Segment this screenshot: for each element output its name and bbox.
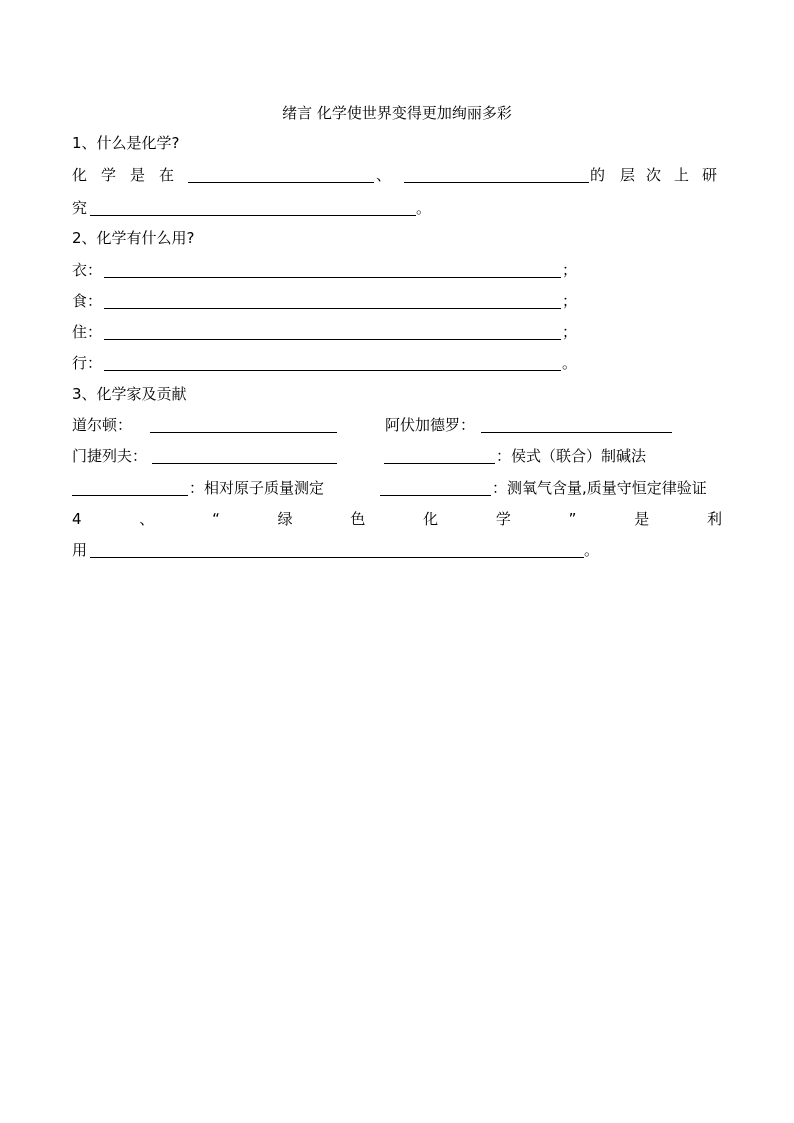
q3-atomic-mass-blank[interactable] (72, 479, 188, 496)
q2-blank-travel[interactable] (104, 354, 561, 371)
q3-avogadro-label: 阿伏加德罗： (385, 416, 476, 434)
q1-tail-3: 次 (646, 166, 662, 184)
q3-row-3 (72, 477, 722, 499)
q2-item (72, 290, 722, 312)
q1-blank-2[interactable] (404, 166, 589, 183)
q1-char-3: 是 (130, 166, 146, 184)
q3-heading: 3、化学家及贡献 (72, 385, 187, 403)
q4-char-1: 4 (72, 510, 82, 528)
q2-label-travel: 行： (72, 354, 103, 372)
q1-tail-2: 层 (620, 166, 636, 184)
q4-line1 (72, 508, 722, 530)
q1-char-4: 在 (159, 166, 175, 184)
q2-label-clothing: 衣： (72, 261, 103, 279)
q2-label-housing: 住： (72, 323, 103, 341)
q2-end-housing: ； (562, 323, 578, 341)
q1-blank-3[interactable] (90, 199, 416, 216)
q2-item (72, 321, 722, 343)
q4-char-7: 学 (495, 510, 511, 528)
q4-char-10: 利 (706, 510, 722, 528)
q1-heading: 1、什么是化学? (72, 134, 180, 152)
q3-hou-blank[interactable] (384, 447, 495, 464)
q2-heading: 2、化学有什么用? (72, 229, 195, 247)
q3-hou-text: ：侯式（联合）制碱法 (496, 447, 647, 465)
q3-avogadro-blank[interactable] (481, 416, 672, 433)
q3-row-2 (72, 445, 722, 467)
q1-blank-1[interactable] (188, 166, 374, 183)
q4-char-5: 色 (350, 510, 366, 528)
q4-char-2: 、 (139, 510, 155, 528)
q3-dalton-label: 道尔顿： (72, 416, 133, 434)
q3-oxygen-text: ：测氧气含量,质量守恒定律验证 (492, 479, 707, 497)
q4-line2-start: 用 (72, 541, 88, 559)
q3-row-1 (72, 414, 722, 436)
q2-blank-food[interactable] (104, 292, 561, 309)
q1-separator: 、 (376, 166, 392, 184)
q4-char-9: 是 (634, 510, 650, 528)
q2-blank-clothing[interactable] (104, 261, 561, 278)
q3-mendeleev-label: 门捷列夫： (72, 447, 148, 465)
q4-line2 (72, 539, 722, 561)
q1-line2 (72, 197, 722, 219)
q4-line2-end: 。 (584, 541, 600, 559)
q4-char-4: 绿 (277, 510, 293, 528)
q1-line2-start: 究 (72, 199, 88, 217)
q2-end-travel: 。 (562, 354, 578, 372)
q1-tail-4: 上 (674, 166, 690, 184)
q4-char-8: ” (568, 510, 577, 528)
q3-atomic-mass-text: ：相对原子质量测定 (189, 479, 325, 497)
q3-mendeleev-blank[interactable] (152, 447, 337, 464)
q1-tail-5: 研 (702, 166, 718, 184)
q4-blank[interactable] (90, 541, 584, 558)
q2-label-food: 食： (72, 292, 103, 310)
q3-dalton-blank[interactable] (150, 416, 337, 433)
q2-item (72, 259, 722, 281)
q2-item (72, 352, 722, 374)
q1-tail-1: 的 (590, 166, 606, 184)
q2-end-food: ； (562, 292, 578, 310)
q4-char-3: “ (212, 510, 220, 528)
q2-end-clothing: ； (562, 261, 578, 279)
q1-char-2: 学 (101, 166, 117, 184)
q2-blank-housing[interactable] (104, 323, 561, 340)
q1-line1 (72, 164, 722, 186)
q1-char-1: 化 (72, 166, 88, 184)
page-title: 绪言 化学使世界变得更加绚丽多彩 (282, 104, 512, 122)
q4-char-6: 化 (423, 510, 439, 528)
q1-line2-end: 。 (416, 199, 432, 217)
q3-oxygen-blank[interactable] (380, 479, 491, 496)
